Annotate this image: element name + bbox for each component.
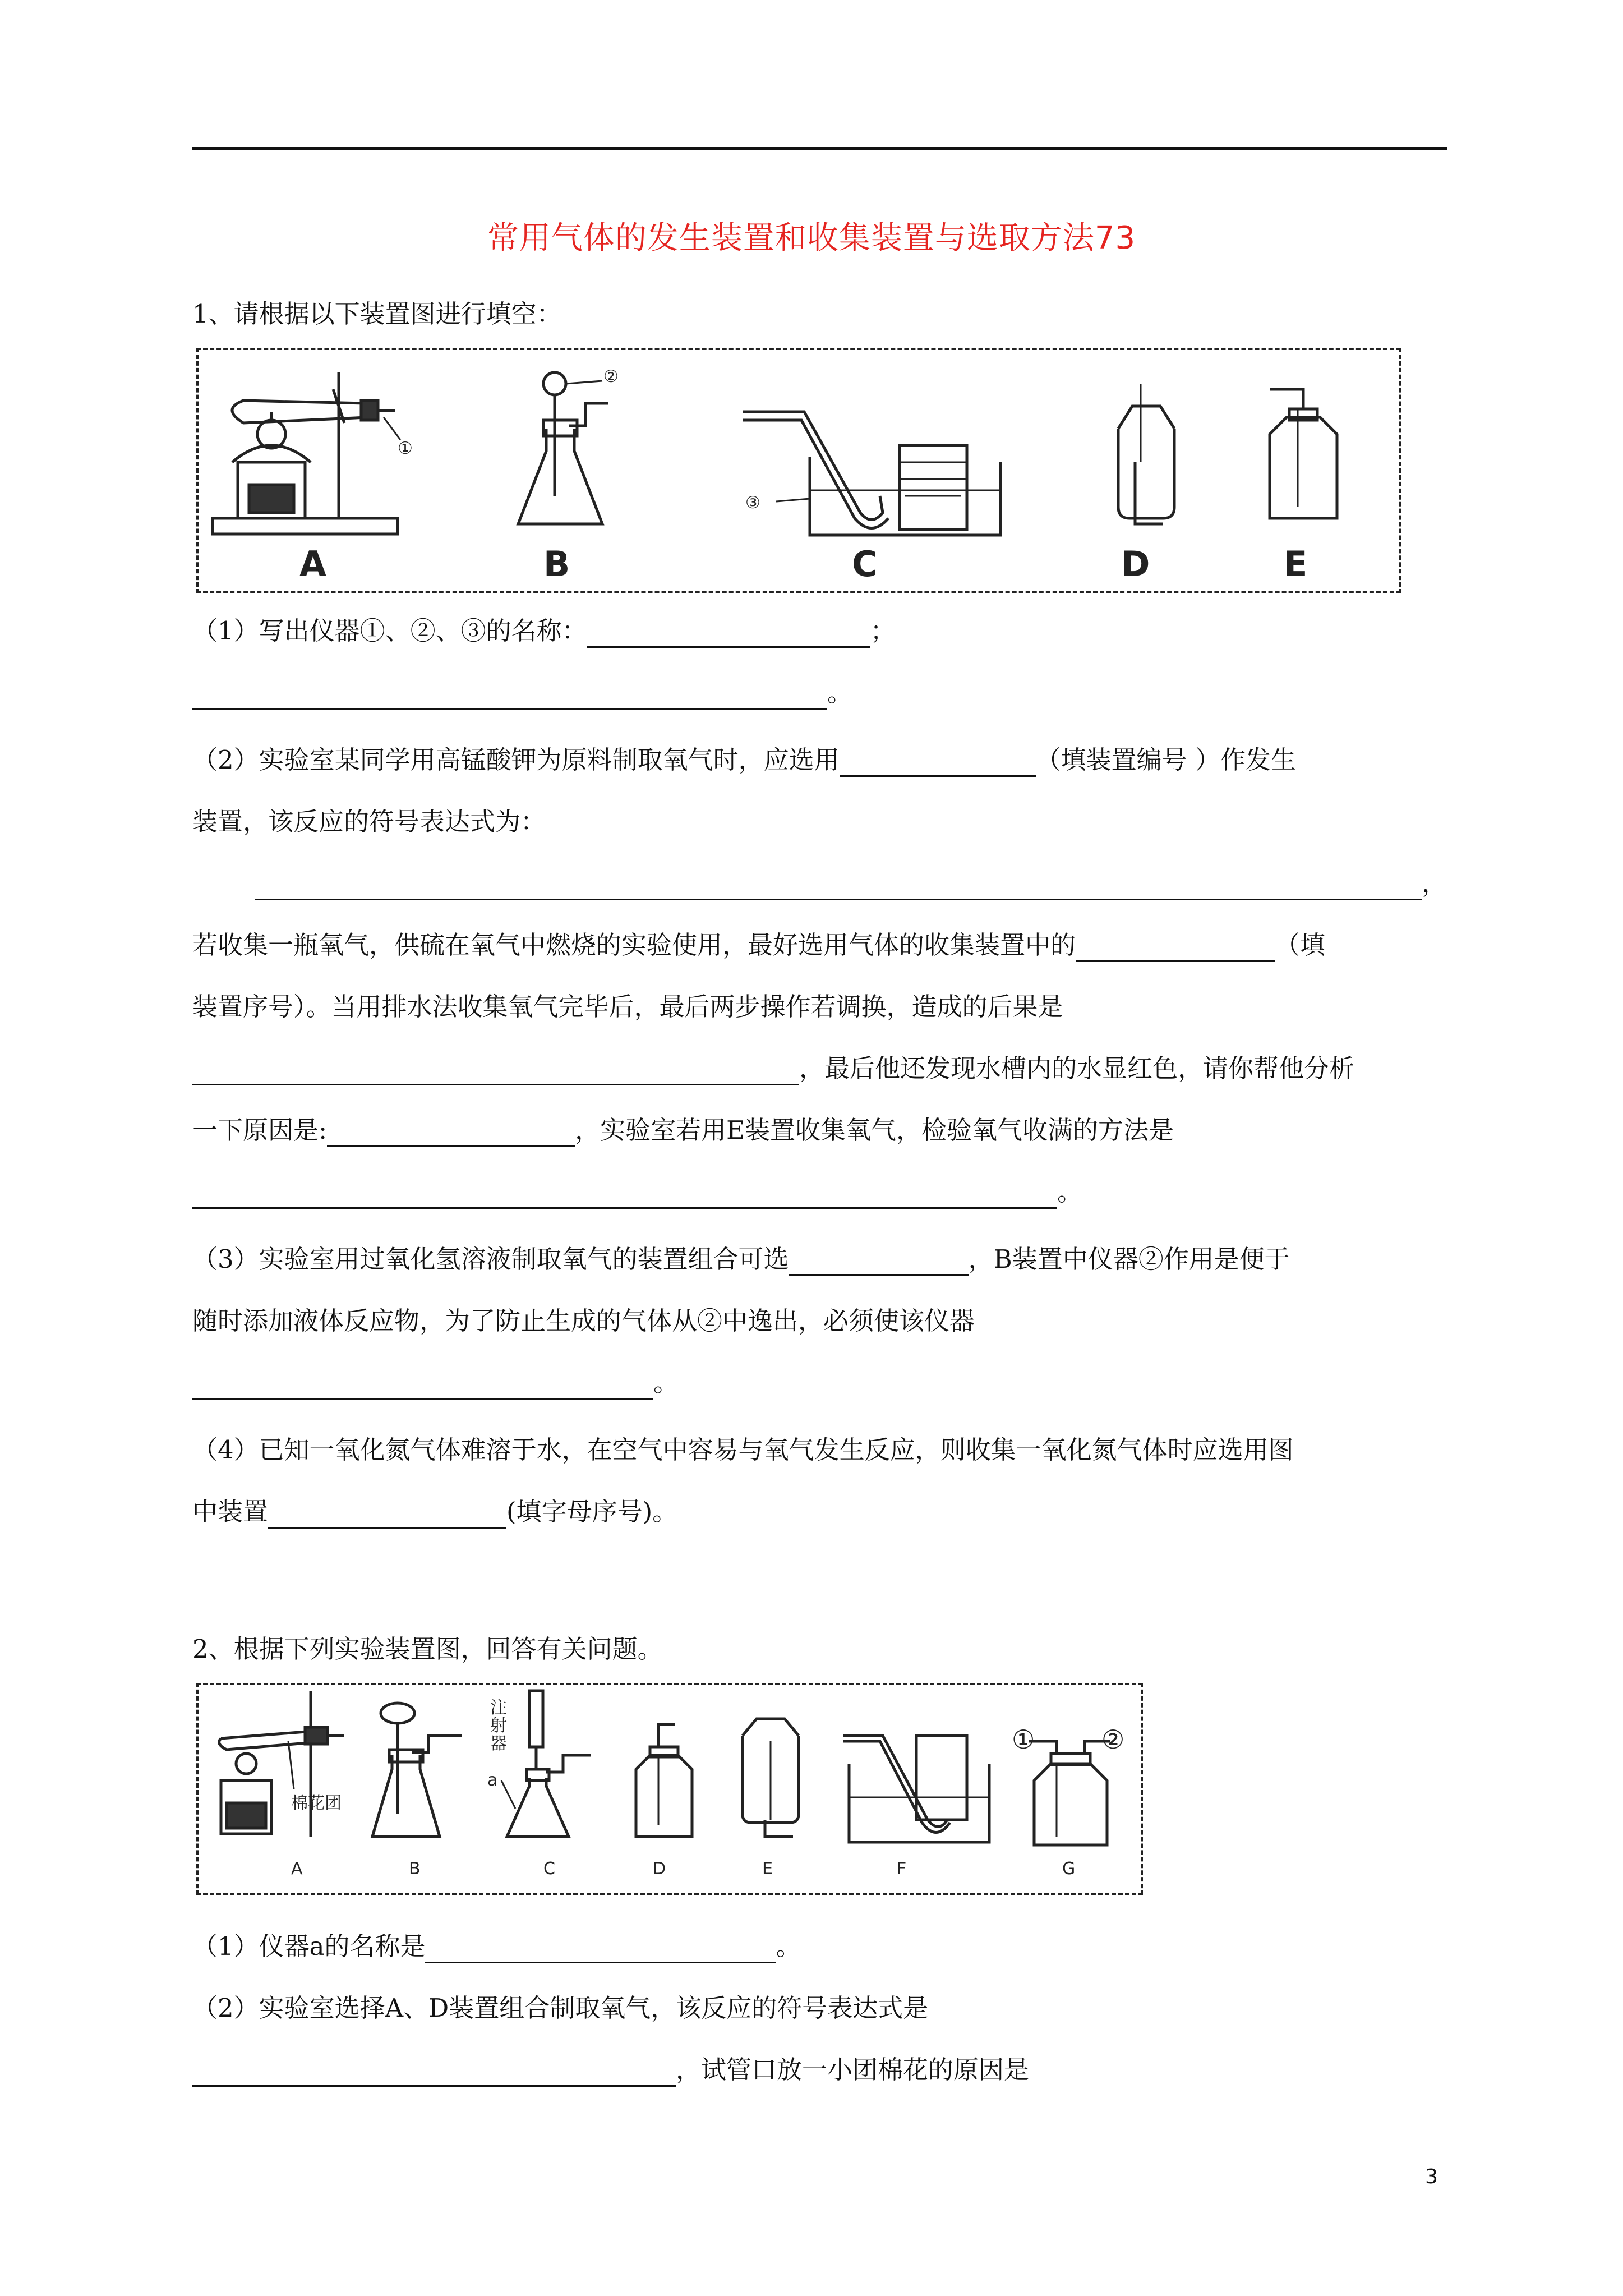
answer-blank-q1-2-collect[interactable] xyxy=(1076,932,1275,962)
answer-blank-q1-1[interactable] xyxy=(587,618,870,648)
q1-part2-line-c xyxy=(192,867,1447,900)
q1-part1-sep: ； xyxy=(870,616,896,646)
q2-callout-2: ② xyxy=(1101,1724,1125,1755)
apparatus-c-diagram xyxy=(731,350,1012,541)
apparatus-d-diagram xyxy=(1107,350,1197,541)
q1-part3-prompt: （3）实验室用过氧化氢溶液制取氧气的装置组合可选 xyxy=(192,1244,789,1274)
q1-part3-line-a xyxy=(192,1243,1290,1276)
q2-label-g: G xyxy=(1062,1859,1076,1879)
q1-part2-line-b: 装置，该反应的符号表达式为： xyxy=(192,807,546,836)
apparatus-e-diagram xyxy=(1258,350,1359,541)
q2-a-label: a xyxy=(487,1770,498,1790)
callout-1: ① xyxy=(398,439,413,458)
header-rule xyxy=(192,147,1447,150)
q1-part3-tail: ，B装置中仪器②作用是便于 xyxy=(968,1244,1290,1274)
q2-label-c: C xyxy=(543,1859,555,1879)
answer-blank-q1-3b[interactable] xyxy=(192,1370,653,1400)
q2-label-a: A xyxy=(291,1859,303,1879)
q1-part4-line-a: （4）已知一氧化氮气体难溶于水，在空气中容易与氧气发生反应，则收集一氧化氮气体时应选用图 xyxy=(192,1435,1294,1465)
q2-part1-line xyxy=(192,1930,801,1963)
q1-part1-line-b xyxy=(192,676,852,710)
answer-blank-q1-2-check[interactable] xyxy=(192,1179,1057,1209)
answer-blank-q1-4[interactable] xyxy=(268,1499,506,1529)
q2-apparatus-g-diagram xyxy=(1012,1685,1135,1853)
answer-blank-q1-2a[interactable] xyxy=(840,747,1036,777)
page-title: 常用气体的发生装置和收集装置与选取方法73 xyxy=(487,220,1136,256)
answer-blank-q1-2-equation[interactable] xyxy=(255,871,1422,900)
apparatus-b-diagram xyxy=(513,350,658,541)
q1-part2-end: 。 xyxy=(1057,1177,1083,1207)
label-c: C xyxy=(852,544,878,585)
label-a: A xyxy=(299,544,326,585)
q2-label-f: F xyxy=(897,1859,907,1879)
answer-blank-q1-2-reason[interactable] xyxy=(327,1117,575,1147)
answer-blank-q2-2[interactable] xyxy=(192,2057,676,2087)
q1-part2-line-e: 装置序号）。当用排水法收集氧气完毕后，最后两步操作若调换，造成的后果是 xyxy=(192,992,1063,1022)
q1-part4-prompt: 中装置 xyxy=(192,1497,269,1526)
q1-part2-red-water: ，最后他还发现水槽内的水显红色，请你帮他分析 xyxy=(799,1053,1355,1083)
q2-figure-box xyxy=(196,1683,1143,1895)
q1-part2-line-h xyxy=(192,1175,1082,1209)
q1-part3-line-c xyxy=(192,1366,679,1400)
q1-part2-tail: （填装置编号 ）作发生 xyxy=(1035,745,1296,775)
label-e: E xyxy=(1284,544,1308,585)
q2-part2-cotton-prompt: ，试管口放一小团棉花的原因是 xyxy=(676,2055,1030,2085)
answer-blank-q1-3a[interactable] xyxy=(789,1246,969,1276)
q2-label-b: B xyxy=(409,1859,421,1879)
callout-2: ② xyxy=(603,367,619,386)
label-b: B xyxy=(543,544,570,585)
answer-blank-q1-1b[interactable] xyxy=(192,680,827,710)
q1-part1-end: 。 xyxy=(827,678,853,707)
q2-syringe-label: 注射器 xyxy=(490,1698,507,1754)
q1-part2-collect-prompt: 若收集一瓶氧气，供硫在氧气中燃烧的实验使用，最好选用气体的收集装置中的 xyxy=(192,930,1076,960)
answer-blank-q1-2-consequence[interactable] xyxy=(192,1056,799,1085)
q1-part2-collect-tail: （填 xyxy=(1275,930,1326,960)
q2-part2-line-a: （2）实验室选择A、D装置组合制取氧气，该反应的符号表达式是 xyxy=(192,1993,929,2023)
q2-part2-line-b xyxy=(192,2053,1029,2087)
q2-apparatus-a-diagram xyxy=(204,1685,350,1853)
q2-label-e: E xyxy=(762,1859,773,1879)
q1-part1-prompt: （1）写出仪器①、②、③的名称： xyxy=(192,616,587,646)
q2-cotton-label: 棉花团 xyxy=(291,1793,342,1813)
q1-intro: 1、请根据以下装置图进行填空： xyxy=(192,299,562,329)
q1-part3-line-b: 随时添加液体反应物，为了防止生成的气体从②中逸出，必须使该仪器 xyxy=(192,1306,975,1336)
q1-part2-line-g xyxy=(192,1114,1174,1147)
q1-part4-tail: (填字母序号)。 xyxy=(506,1497,678,1526)
callout-3: ③ xyxy=(745,493,760,513)
q2-apparatus-c-diagram xyxy=(490,1685,602,1853)
answer-blank-q2-1[interactable] xyxy=(425,1934,776,1963)
q2-intro: 2、根据下列实验装置图，回答有关问题。 xyxy=(192,1634,663,1664)
label-d: D xyxy=(1121,544,1150,585)
q1-part3-end: 。 xyxy=(653,1368,679,1397)
q1-part4-line-b xyxy=(192,1495,677,1529)
q2-apparatus-b-diagram xyxy=(367,1685,479,1853)
q1-part2-line-a xyxy=(192,743,1296,777)
q1-part2-line-f xyxy=(192,1052,1354,1085)
q1-figure-box xyxy=(196,348,1401,593)
q1-part1-line-a xyxy=(192,614,896,648)
q1-part2-check-prompt: ，实验室若用E装置收集氧气，检验氧气收满的方法是 xyxy=(575,1115,1174,1145)
q2-part1-prompt: （1）仪器a的名称是 xyxy=(192,1931,426,1961)
q1-part2-comma: ， xyxy=(1422,868,1447,898)
q1-part2-reason-prompt: 一下原因是: xyxy=(192,1115,328,1145)
q2-apparatus-f-diagram xyxy=(832,1685,1000,1853)
q2-apparatus-e-diagram xyxy=(731,1685,821,1853)
q2-callout-1: ① xyxy=(1012,1724,1035,1755)
page-number: 3 xyxy=(1425,2165,1438,2188)
q2-part1-end: 。 xyxy=(776,1931,801,1961)
q2-label-d: D xyxy=(653,1859,666,1879)
q2-apparatus-d-diagram xyxy=(625,1685,714,1853)
q1-part2-line-d xyxy=(192,928,1325,962)
q1-part2-prompt: （2）实验室某同学用高锰酸钾为原料制取氧气时，应选用 xyxy=(192,745,840,775)
